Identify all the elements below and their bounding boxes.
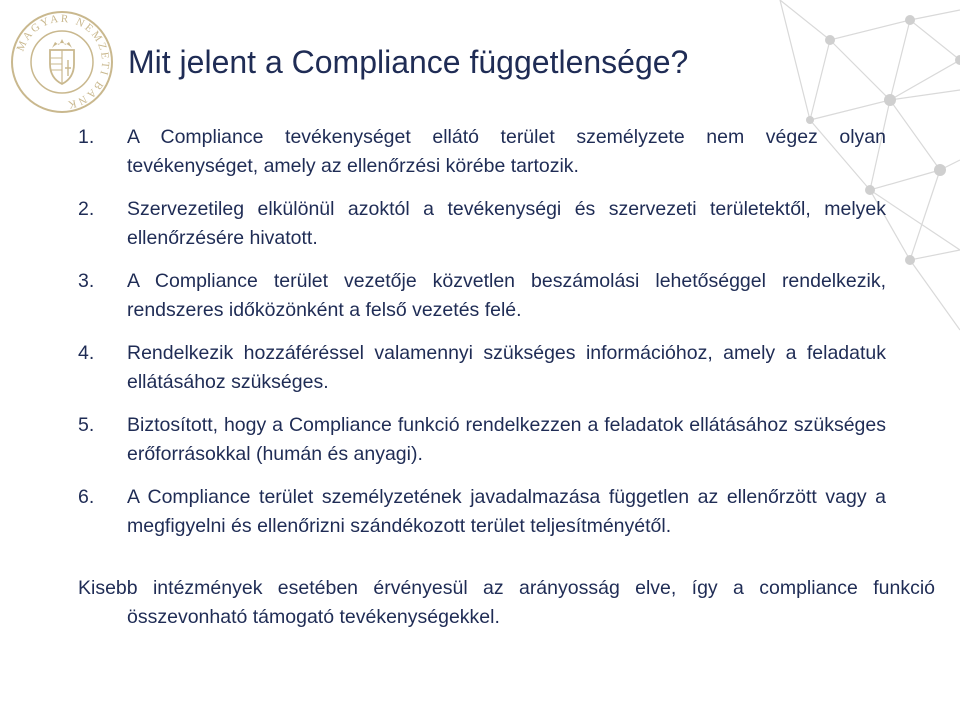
list-item (78, 411, 886, 469)
svg-text:MAGYAR NEMZETI BANK: MAGYAR NEMZETI BANK (14, 12, 112, 111)
list-item-text: Szervezetileg elkülönül azoktól a tevékenységi és szervezeti területektől, melyek ellenőrzésére hivatott. (127, 198, 886, 249)
footer-note: Kisebb intézmények esetében érvényesül az arányosság elve, így a compliance funkció összevonható támogató tevékenységekkel. (78, 577, 935, 628)
independence-criteria-list (78, 123, 886, 555)
list-item (78, 123, 886, 181)
list-item-number: 2. (78, 198, 95, 220)
slide-title: Mit jelent a Compliance függetlensége? (128, 44, 689, 80)
list-item (78, 267, 886, 325)
bank-seal-logo (8, 8, 116, 116)
list-item-text: Biztosított, hogy a Compliance funkció rendelkezzen a feladatok ellátásához szükséges erőforrásokkal (humán és anyagi). (127, 414, 886, 465)
list-item (78, 483, 886, 541)
list-item-text: A Compliance terület vezetője közvetlen beszámolási lehetőséggel rendelkezik, rendszeres időközönként a felső vezetés felé. (127, 270, 886, 321)
list-item-text: A Compliance tevékenységet ellátó terület személyzete nem végez olyan tevékenységet, amely az ellenőrzési körébe tartozik. (127, 126, 886, 177)
list-item-number: 3. (78, 270, 95, 292)
list-item-number: 1. (78, 126, 95, 148)
list-item-text: A Compliance terület személyzetének javadalmazása független az ellenőrzött vagy a megfigyelni és ellenőrizni szándékozott terület teljesítményétől. (127, 486, 886, 537)
list-item-number: 6. (78, 486, 95, 508)
list-item (78, 339, 886, 397)
list-item-number: 5. (78, 414, 95, 436)
list-item-number: 4. (78, 342, 95, 364)
list-item-text: Rendelkezik hozzáféréssel valamennyi szükséges információhoz, amely a feladatuk ellátásához szükséges. (127, 342, 886, 393)
list-item (78, 195, 886, 253)
